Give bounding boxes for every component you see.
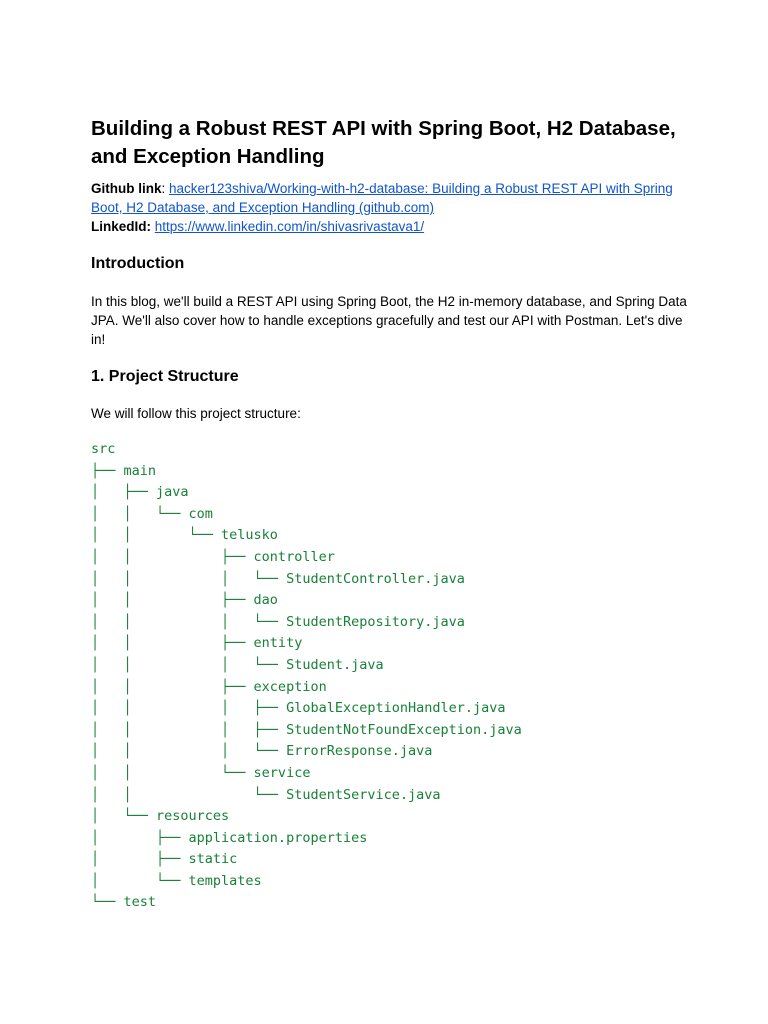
github-link[interactable]: hacker123shiva/Working-with-h2-database: Building a Robust REST API with Spring Boot, H2 Database, and Exception Handling (github.com) bbox=[91, 181, 673, 215]
tree-line: │ ├── static bbox=[91, 851, 238, 868]
tree-line: │ │ ├── controller bbox=[91, 548, 335, 565]
tree-line: └── test bbox=[91, 894, 157, 911]
tree-line: │ │ │ └── Student.java bbox=[91, 656, 384, 673]
tree-line: │ │ └── service bbox=[91, 764, 311, 781]
tree-line: │ │ │ ├── GlobalExceptionHandler.java bbox=[91, 700, 506, 717]
intro-paragraph: In this blog, we'll build a REST API using Spring Boot, the H2 in-memory database, and Spring Data JPA. We'll also cover how to handle exceptions gracefully and test our API with Postman. Let's dive in! bbox=[91, 294, 687, 347]
tree-line: │ │ ├── entity bbox=[91, 635, 303, 652]
project-structure-paragraph: We will follow this project structure: bbox=[91, 406, 301, 421]
intro-heading: Introduction bbox=[91, 255, 185, 272]
tree-line: │ └── templates bbox=[91, 872, 262, 889]
article-title: Building a Robust REST API with Spring Boot, H2 Database, and Exception Handling bbox=[91, 117, 676, 168]
project-structure-heading: 1. Project Structure bbox=[91, 368, 239, 385]
tree-line: │ │ └── StudentService.java bbox=[91, 786, 441, 803]
tree-line: │ └── resources bbox=[91, 808, 230, 825]
github-line bbox=[91, 179, 691, 217]
tree-line: │ ├── application.properties bbox=[91, 829, 368, 846]
tree-line: │ │ │ └── ErrorResponse.java bbox=[91, 743, 433, 760]
github-separator: : bbox=[161, 181, 170, 196]
tree-line: │ │ │ └── StudentRepository.java bbox=[91, 613, 465, 630]
tree-line: │ │ ├── exception bbox=[91, 678, 327, 695]
tree-line: ├── main bbox=[91, 462, 157, 479]
tree-line: │ ├── java bbox=[91, 484, 189, 501]
tree-line: │ │ │ ├── StudentNotFoundException.java bbox=[91, 721, 522, 738]
tree-line: │ │ ├── dao bbox=[91, 592, 278, 609]
linkedin-line bbox=[91, 217, 691, 236]
linkedin-link[interactable]: https://www.linkedin.com/in/shivasrivastava1/ bbox=[154, 219, 425, 234]
tree-line: │ │ │ └── StudentController.java bbox=[91, 570, 465, 587]
tree-line: │ │ └── telusko bbox=[91, 527, 278, 544]
project-tree-code-block bbox=[91, 439, 691, 914]
article-meta bbox=[91, 179, 691, 236]
tree-line: │ │ └── com bbox=[91, 505, 213, 522]
linkedin-label: LinkedId: bbox=[91, 219, 151, 234]
github-label: Github link bbox=[91, 181, 162, 196]
tree-line: src bbox=[91, 441, 116, 457]
article-content bbox=[91, 115, 691, 914]
